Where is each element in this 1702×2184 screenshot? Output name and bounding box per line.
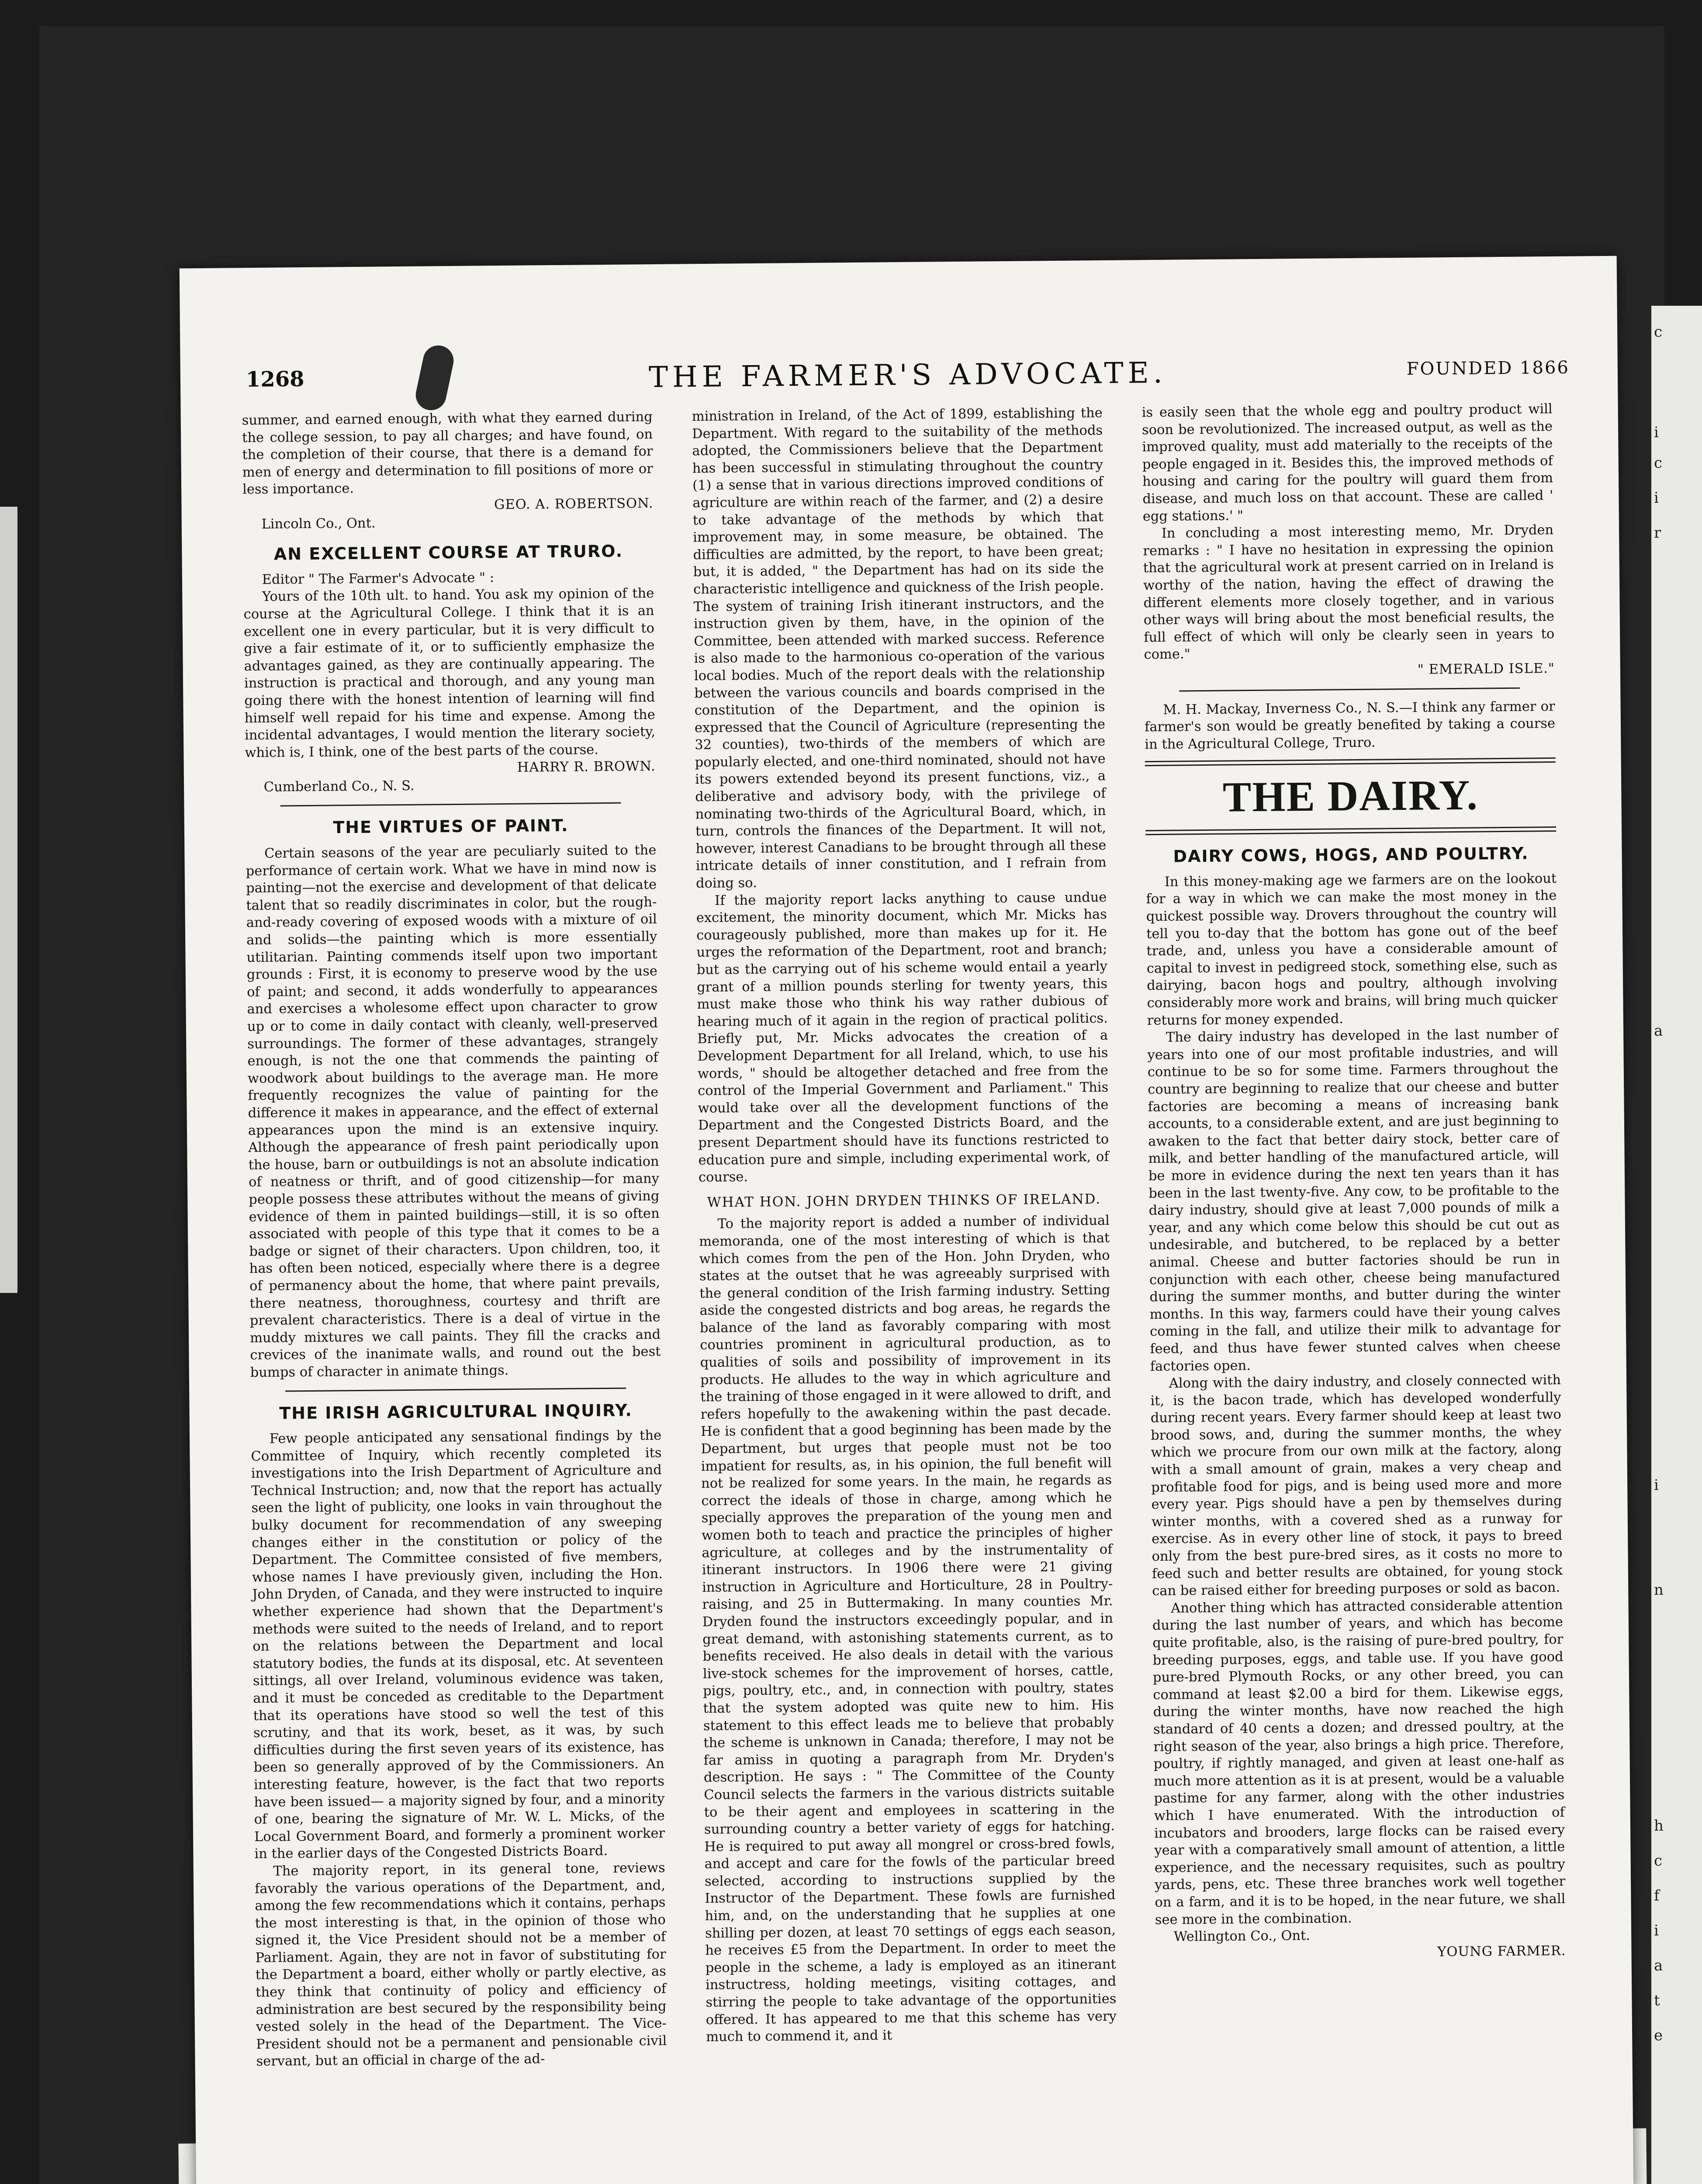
paragraph: Another thing which has attracted considerable attention during the last number of years, and which has become quite profitable, also, is the raising of pure-bred poultry, for breeding purposes, eggs, and table use. If you have good pure-bred Plymouth Rocks, or any other breed, you can command at least $2.00 a bird for them. Likewise eggs, during the winter months, have now reached the high standard of 40 cents a dozen; and dressed poultry, at the right season of the year, also brings a high price. Therefore, poultry, if rightly managed, and given at least one-half as much more attention as it is at present, would be a valuable pastime for any farmer, along with the other industries which I have enumerated. With the introduction of incubators and brooders, large flocks can be raised every year with a comparatively small amount of attention, a little experience, and the necessary requisites, such as poultry yards, pens, etc. These three branches work well together on a farm, and it is to be hoped, in the near future, we shall see more in the combination. [1152, 1597, 1566, 1928]
article-heading: THE IRISH AGRICULTURAL INQUIRY. [279, 1400, 633, 1424]
place-line: Cumberland Co., N. S. [263, 778, 415, 795]
adjacent-page-left-edge [0, 507, 17, 1293]
strip-letter: h [1654, 1817, 1664, 1835]
masthead: THE FARMER'S ADVOCATE. [648, 356, 1167, 394]
signature: " EMERALD ISLE." [1417, 660, 1555, 677]
column-1 [242, 408, 667, 2070]
article-heading: AN EXCELLENT COURSE AT TRURO. [273, 541, 623, 564]
signature: YOUNG FARMER. [1437, 1943, 1566, 1960]
strip-letter: t [1654, 1992, 1660, 2009]
strip-letter: i [1654, 1476, 1659, 1494]
divider [285, 1388, 626, 1392]
section-rule [1145, 826, 1556, 835]
strip-letter: i [1654, 489, 1659, 507]
strip-letter: r [1654, 524, 1661, 542]
section-subheading: WHAT HON. JOHN DRYDEN THINKS OF IRELAND. [707, 1191, 1101, 1210]
department-heading: THE DAIRY. [1222, 771, 1479, 821]
article-heading: DAIRY COWS, HOGS, AND POULTRY. [1173, 843, 1529, 866]
column-3 [1142, 401, 1566, 1963]
strip-letter: c [1654, 454, 1663, 472]
page-number: 1268 [246, 366, 304, 392]
paragraph: M. H. Mackay, Inverness Co., N. S.—I think any farmer or farmer's son would be greatly benefited by taking a course in the Agricultural College, Truro. [1144, 698, 1556, 752]
column-2 [692, 404, 1117, 2046]
editor-salutation: Editor " The Farmer's Advocate " : [262, 570, 495, 587]
strip-letter: n [1654, 1581, 1664, 1599]
signature: GEO. A. ROBERTSON. [494, 495, 654, 513]
section-rule [1145, 757, 1556, 766]
signature: HARRY R. BROWN. [517, 759, 656, 776]
paragraph: ministration in Ireland, of the Act of 1899, establishing the Department. With regard to the suitability of the methods adopted, the Commissioners believe that the Department has been successful in stimulating throughout the country (1) a sense that in various directions improved conditions of agriculture are within reach of the farmer, and (2) a desire to take advantage of the methods by which that improvement may, in some measure, be obtained. The difficulties are admitted, by the report, to have been great; but, it is added, " the Department has had on its side the characteristic intelligence and quickness of the Irish people. The system of training Irish itinerant instructors, and the instruction given by them, have, in the opinion of the Committee, been attended with marked success. Reference is also made to the harmonious co-operation of the various local bodies. Much of the report deals with the relationship between the various councils and boards comprised in the constitution of the Department, and the opinion is expressed that the Council of Agriculture (representing the 32 counties), two-thirds of the members of which are popularly elected, and one-third nominated, should not have its powers extended beyond its present functions, viz., a deliberative and advisory body, with the privilege of nominating two-thirds of the Agricultural Board, which, in turn, controls the finances of the Department. It will not, however, interest Canadians to be brought through all these intricate details of inner constitution, and I refrain from doing so. [692, 405, 1107, 892]
strip-letter: c [1654, 323, 1663, 341]
paragraph: To the majority report is added a number of individual memoranda, one of the most interesting of which is that which comes from the pen of the Hon. John Dryden, who states at the outset that he was agreeably surprised with the general condition of the Irish farming industry. Setting aside the congested districts and bog areas, he regards the balance of the land as favorably comparing with most countries prominent in agricultural production, as to qualities of soils and possibility of improvement in its products. He alludes to the way in which agriculture and the training of those engaged in it were allowed to drift, and refers hopefully to the awakening within the past decade. He is confident that a good beginning has been made by the Department, but urges that people must not be too impatient for results, as, in his opinion, the full benefit will not be realized for some years. In the main, he regards as correct the ideals of those in charge, among which he specially approves the preparation of the young men and women both to teach and practice the principles of higher agriculture, at colleges and by the instrumentality of itinerant instructors. In 1906 there were 21 giving instruction in Agriculture and Horticulture, 28 in Poultry-raising, and 25 in Buttermaking. In many counties Mr. Dryden found the instructors exceedingly popular, and in great demand, with astonishing statements current, as to benefits received. He also deals in detail with the various live-stock schemes for the improvement of horses, cattle, pigs, poultry, etc., and, in connection with poultry, states that the system adopted was quite new to him. His statement to this effect leads me to believe that probably the scheme is unknown in Canada; therefore, I may not be far amiss in quoting a paragraph from Mr. Dryden's description. He says : " The Committee of the County Council selects the farmers in the various districts suitable to be their agent and employees in scattering in the surrounding country a better variety of eggs for hatching. He is required to put away all mongrel or cross-bred fowls, and accept and care for the fowls of the particular breed selected, according to instructions supplied by the Instructor of the Department. These fowls are furnished him, and, on the understanding that he supplies at one shilling per dozen, at least 70 settings of eggs each season, he receives £5 from the Department. In order to meet the people in the scheme, a lady is employed as an itinerant instructress, holding meetings, visiting cottages, and stirring the people to take advantage of the opportunities offered. It has appeared to me that this scheme has very much to commend it, and it [699, 1213, 1117, 2045]
newspaper-page [180, 256, 1634, 2184]
adjacent-page-right-edge [1651, 306, 1702, 2184]
strip-letter: a [1654, 1957, 1663, 1974]
divider [1179, 687, 1520, 691]
paragraph: The dairy industry has developed in the last number of years into one of our most profitable industries, and will continue to be so for some time. Farmers throughout the country are beginning to realize that our cheese and butter factories are becoming a means of increasing bank accounts, to a considerable extent, and are just beginning to awaken to the fact that better dairy stock, better care of milk, and better handling of the manufactured article, will be more in evidence during the next ten years than it has been in the last twenty-five. Any cow, to be profitable to the dairy industry, should give at least 7,000 pounds of milk a year, and any which come below this should be cut out as undesirable, and butchered, to be replaced by a better animal. Cheese and butter factories should be run in conjunction with each other, cheese being manufactured during the summer months, and butter during the winter months. In this way, farmers could have their young calves coming in the fall, and utilize their milk to advantage for feed, and thus have fewer stunted calves when cheese factories open. [1147, 1026, 1561, 1374]
place-line: Wellington Co., Ont. [1173, 1928, 1311, 1945]
strip-letter: i [1654, 1922, 1659, 1939]
founded-line: FOUNDED 1866 [1406, 357, 1570, 379]
place-line: Lincoln Co., Ont. [261, 515, 376, 532]
strip-letter: i [1654, 424, 1659, 441]
paragraph: Certain seasons of the year are peculiarly suited to the performance of certain work. What we have in mind now is painting—not the exercise and development of that delicate talent that so readily discriminates in color, but the rough-and-ready covering of exposed woods with a mixture of oil and solids—the painting which is more essentially utilitarian. Painting commends itself upon two important grounds : First, it is economy to preserve wood by the use of paint; and second, it adds wonderfully to appearances and exercises a wholesome effect upon character to grow up or to come in daily contact with cleanly, well-preserved surroundings. The former of these advantages, strangely enough, is not the one that commends the painting of woodwork about buildings to the average man. He more frequently recognizes the value of painting for the difference it makes in appearance, and the effect of external appearances upon the mind is an extensive inquiry. Although the appearance of fresh paint periodically upon the house, barn or outbuildings is not an absolute indication of neatness or thrift, and of good citizenship—for many people possess these attributes without the means of giving evidence of them in painted buildings—still, it is so often associated with people of this type that it comes to be a badge or signet of their characters. Upon children, too, it has often been noticed, especially where there is a degree of permanency about the home, that where paint prevails, there neatness, thoroughness, courtesy and thrift are prevalent characteristics. There is a deal of virtue in the muddy mixtures we call paints. They fill the cracks and crevices of the inanimate walls, and round out the best bumps of character in animate things. [246, 843, 661, 1380]
divider [280, 802, 621, 807]
paragraph: The majority report, in its general tone, reviews favorably the various operations of the Department, and, among the few recommendations which it contains, perhaps the most interesting is that, in the opinion of those who signed it, the Vice President should not be a member of Parliament. Again, they are not in favor of substituting for the Department a board, either wholly or partly elective, as they think that continuity of policy and efficiency of administration are best secured by the responsibility being vested solely in the head of the Department. The Vice-President should not be a permanent and pensionable civil servant, but an official in charge of the ad- [254, 1860, 667, 2070]
paragraph: is easily seen that the whole egg and poultry product will soon be revolutionized. The increased output, as well as the improved quality, must add materially to the receipts of the people engaged in it. Besides this, the improved methods of housing and caring for the poultry will guard them from disease, and much loss on that account. These are called ' egg stations.' " [1142, 401, 1553, 524]
paragraph: In concluding a most interesting memo, Mr. Dryden remarks : " I have no hesitation in expressing the opinion that the agricultural work at present carried on in Ireland is worthy of the nation, having the effect of drawing the different elements more closely together, and in various other ways will bring about the most beneficial results, the full effect of which will only be clearly seen in years to come." [1143, 522, 1555, 663]
strip-letter: e [1654, 2027, 1663, 2044]
strip-letter: c [1654, 1852, 1663, 1870]
paragraph: Yours of the 10th ult. to hand. You ask my opinion of the course at the Agricultural College. I think that it is an excellent one in every particular, but it is very difficult to give a fair estimate of it, or to sufficiently emphasize the advantages gained, as they are continually appearing. The instruction is practical and thorough, and any young man going there with the honest intention of learning will find himself well repaid for his time and expense. Among the incidental advantages, I would mention the literary society, which is, I think, one of the best parts of the course. [243, 586, 656, 760]
paragraph: In this money-making age we farmers are on the lookout for a way in which we can make the most money in the quickest possible way. Drovers throughout the country will tell you to-day that the bottom has gone out of the beef trade, and, unless you have a considerable amount of capital to invest in pedigreed stock, something else, such as dairying, bacon hogs and poultry, although involving considerably more work and brains, will bring much quicker returns for money expended. [1146, 871, 1558, 1028]
strip-letter: f [1654, 1887, 1660, 1904]
paragraph: Few people anticipated any sensational findings by the Committee of Inquiry, which recently completed its investigations into the Irish Department of Agriculture and Technical Instruction; and, now that the report has actually seen the light of publicity, one looks in vain throughout the bulky document for recommendation of any sweeping changes either in the constitution or policy of the Department. The Committee consisted of five members, whose names I have previously given, including the Hon. John Dryden, of Canada, and they were instructed to inquire whether experience had shown that the Department's methods were suited to the needs of Ireland, and to report on the relations between the Department and local statutory bodies, the funds at its disposal, etc. At seventeen sittings, all over Ireland, voluminous evidence was taken, and it must be conceded as creditable to the Department that its operations have stood so well the test of this scrutiny, and that its work, beset, as it was, by such difficulties during the first seven years of its existence, has been so generally approved of by the Commissioners. An interesting feature, however, is the fact that two reports have been issued— a majority signed by four, and a minority of one, bearing the signature of Mr. W. L. Micks, of the Local Government Board, and formerly a prominent worker in the earlier days of the Congested Districts Board. [251, 1427, 665, 1862]
paragraph: If the majority report lacks anything to cause undue excitement, the minority document, which Mr. Micks has courageously published, more than makes up for it. He urges the reformation of the Department, root and branch; but as the carrying out of his scheme would entail a yearly grant of a million pounds sterling for twenty years, this must make those who think his way rather dubious of hearing much of it again in the region of practical politics. Briefly put, Mr. Micks advocates the creation of a Development Department for all Ireland, which, to use his words, " should be altogether detached and free from the control of the Imperial Government and Parliament." This would take over all the development functions of the Department and the Congested Districts Board, and the present Department should have its functions restricted to education pure and simple, including experimental work, of course. [696, 889, 1109, 1185]
paragraph: summer, and earned enough, with what they earned during the college session, to pay all charges; and have found, on the completion of their course, that there is a demand for men of energy and determination to fill positions of more or less importance. [242, 409, 653, 498]
paragraph: Along with the dairy industry, and closely connected with it, is the bacon trade, which has developed wonderfully during recent years. Every farmer should keep at least two brood sows, and, during the summer months, the whey which we procure from our own milk at the factory, along with a small amount of grain, makes a very cheap and profitable food for pigs, and is being used more and more every year. Pigs should have a pen by themselves during winter months, with a covered shed as a runway for exercise. As in every other line of stock, it pays to breed only from the best pure-bred sires, as it costs no more to feed such and better results are obtained, for young stock can be raised either for breeding purposes or sold as bacon. [1150, 1372, 1563, 1599]
strip-letter: a [1654, 1022, 1663, 1040]
article-heading: THE VIRTUES OF PAINT. [333, 816, 569, 837]
